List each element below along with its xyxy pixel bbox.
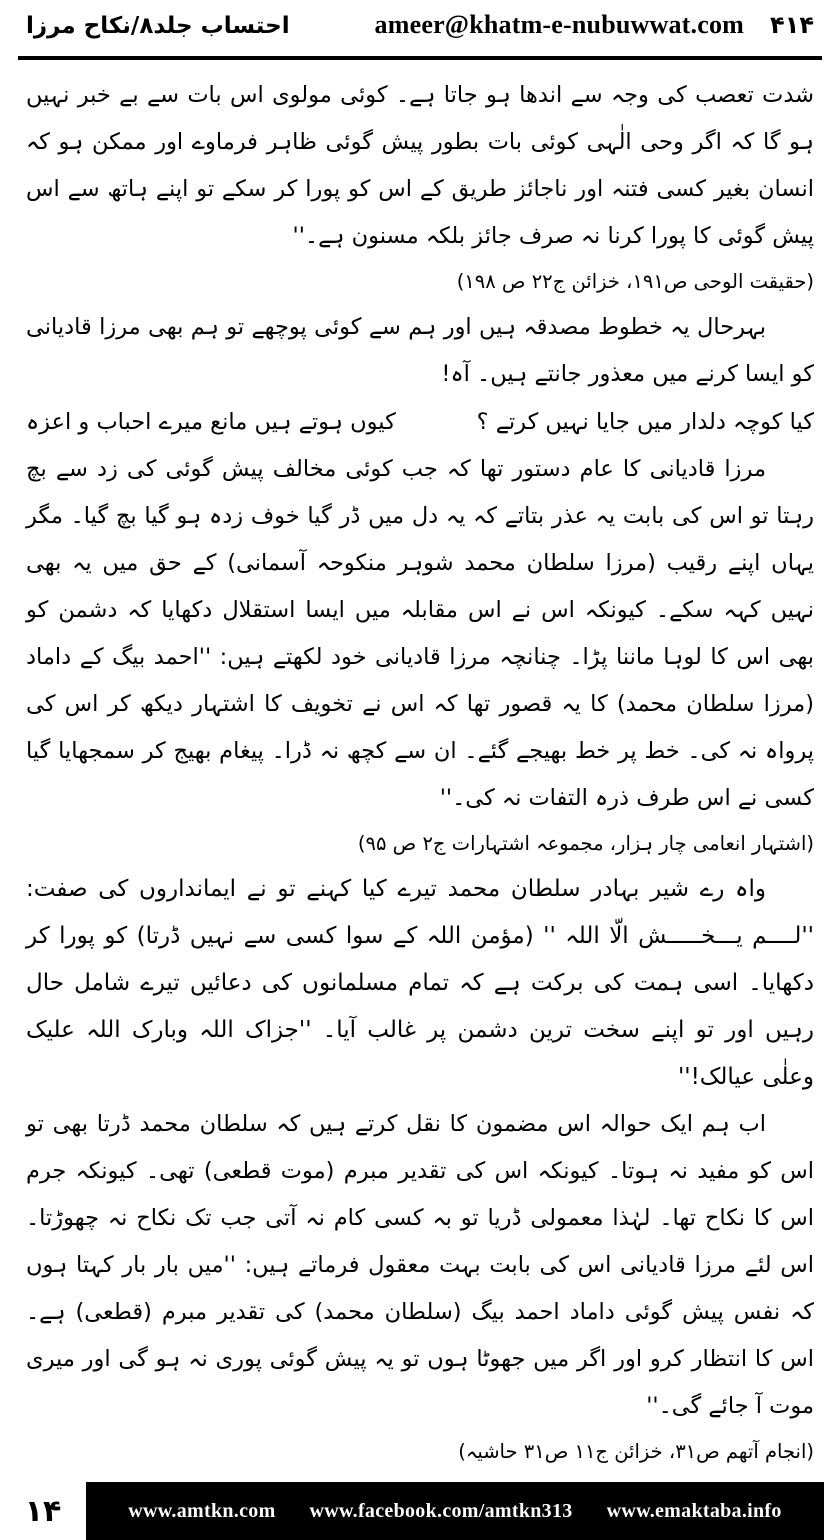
paragraph-2: بہرحال یہ خطوط مصدقہ ہیں اور ہم سے کوئی پوچھے تو ہم بھی مرزا قادیانی کو ایسا کرنے میں معذور جانتے ہیں۔ آہ! bbox=[26, 314, 814, 387]
header-left-group bbox=[375, 10, 814, 40]
header-row bbox=[26, 10, 814, 40]
reference-source-2: (اشتہار انعامی چار ہزار، مجموعہ اشتہارات ج۲ ص ۹۵) bbox=[357, 832, 814, 855]
header-divider bbox=[18, 56, 822, 60]
paragraph-3: مرزا قادیانی کا عام دستور تھا کہ جب کوئی مخالف پیش گوئی کی زد سے بچ رہتا تو اس کی بابت یہ عذر بتاتے کہ یہ دل میں ڈر گیا خوف زدہ ہو گیا بچ گیا۔ مگر یہاں اپنے رقیب (مرزا سلطان محمد شوہر منکوحہ آسمانی) کے حق میں یہ بھی نہیں کہہ سکے۔ کیونکہ اس نے اس مقابلہ میں ایسا استقلال دکھایا کہ دشمن کو بھی اس کا لوہا ماننا پڑا۔ چنانچہ مرزا قادیانی خود لکھتے ہیں: ''احمد بیگ کے داماد (مرزا سلطان محمد) کا یہ قصور تھا کہ اس نے تخویف کا اشتہار دیکھ کر اس کی پرواہ نہ کی۔ خط پر خط بھیجے گئے۔ ان سے کچھ نہ ڈرا۔ پیغام بھیج کر سمجھایا گیا کسی نے اس طرف ذرہ التفات نہ کی۔'' bbox=[26, 456, 814, 811]
reference-line-1 bbox=[26, 260, 814, 304]
paragraph-1: شدت تعصب کی وجہ سے اندھا ہو جاتا ہے۔ کوئی مولوی اس بات سے بے خبر نہیں ہو گا کہ اگر وحی الٰہی کوئی بات بطور پیش گوئی ظاہر فرماوے اور ممکن ہو کہ انسان بغیر کسی فتنہ اور ناجائز طریق کے اس کو پورا کر سکے تو اپنے ہاتھ سے اس پیش گوئی کا پورا کرنا نہ صرف جائز بلکہ مسنون ہے۔'' bbox=[26, 82, 814, 249]
book-title: احتساب جلد۸/نکاح مرزا bbox=[26, 13, 290, 39]
couplet-first-hemistich: کیوں ہوتے ہیں مانع میرے احباب و اعزہ bbox=[26, 409, 396, 435]
couplet-second-hemistich: کیا کوچہ دلدار میں جایا نہیں کرتے ؟ bbox=[476, 409, 814, 435]
reference-source-1: (حقیقت الوحی ص۱۹۱، خزائن ج۲۲ ص ۱۹۸) bbox=[456, 270, 814, 293]
footer-link-emaktaba[interactable]: www.emaktaba.info bbox=[606, 1499, 782, 1522]
paragraph-4: واہ رے شیر بہادر سلطان محمد تیرے کیا کہنے تو نے ایمانداروں کی صفت: ''لــــم یـــخـــــش الّا اللہ '' (مؤمن اللہ کے سوا کسی سے نہیں ڈرتا) کو پورا کر دکھایا۔ اسی ہمت کی برکت ہے کہ تمام مسلمانوں کی دعائیں تیرے شامل حال رہیں اور تو اپنے سخت ترین دشمن پر غالب آیا۔ ''جزاک اللہ وبارک اللہ علیک وعلٰی عیالک!'' bbox=[26, 876, 814, 1090]
header-email: ameer@khatm-e-nubuwwat.com bbox=[374, 10, 745, 39]
footer-link-website[interactable]: www.amtkn.com bbox=[128, 1499, 276, 1522]
reference-line-3 bbox=[26, 1430, 814, 1474]
page-content bbox=[0, 64, 840, 1482]
footer-link-facebook[interactable]: www.facebook.com/amtkn313 bbox=[309, 1499, 573, 1522]
page-header bbox=[0, 0, 840, 64]
reference-source-3: (انجام آتھم ص۳۱، خزائن ج۱۱ ص۳۱ حاشیہ) bbox=[458, 1440, 814, 1463]
header-page-number: ۴۱۴ bbox=[770, 11, 814, 39]
footer-page-number: ۱۴ bbox=[0, 1482, 86, 1540]
couplet bbox=[26, 398, 814, 446]
reference-line-2 bbox=[26, 822, 814, 866]
footer-links-bar bbox=[86, 1482, 824, 1540]
paragraph-5: اب ہم ایک حوالہ اس مضمون کا نقل کرتے ہیں کہ سلطان محمد ڈرتا بھی تو اس کو مفید نہ ہوتا۔ کیونکہ اس کی تقدیر مبرم (موت قطعی) تھی۔ کیونکہ جرم اس کا نکاح تھا۔ لہٰذا معمولی ڈریا تو بہ کسی کام نہ آتی جب تک نکاح نہ چھوڑتا۔ اس لئے مرزا قادیانی اس کی بابت بہت معقول فرماتے ہیں: ''میں بار بار کہتا ہوں کہ نفس پیش گوئی داماد احمد بیگ (سلطان محمد) کی تقدیر مبرم (قطعی) ہے۔ اس کا انتظار کرو اور اگر میں جھوٹا ہوں تو یہ پیش گوئی پوری نہ ہو گی اور میری موت آ جائے گی۔'' bbox=[26, 1111, 814, 1419]
page-footer bbox=[0, 1482, 840, 1540]
